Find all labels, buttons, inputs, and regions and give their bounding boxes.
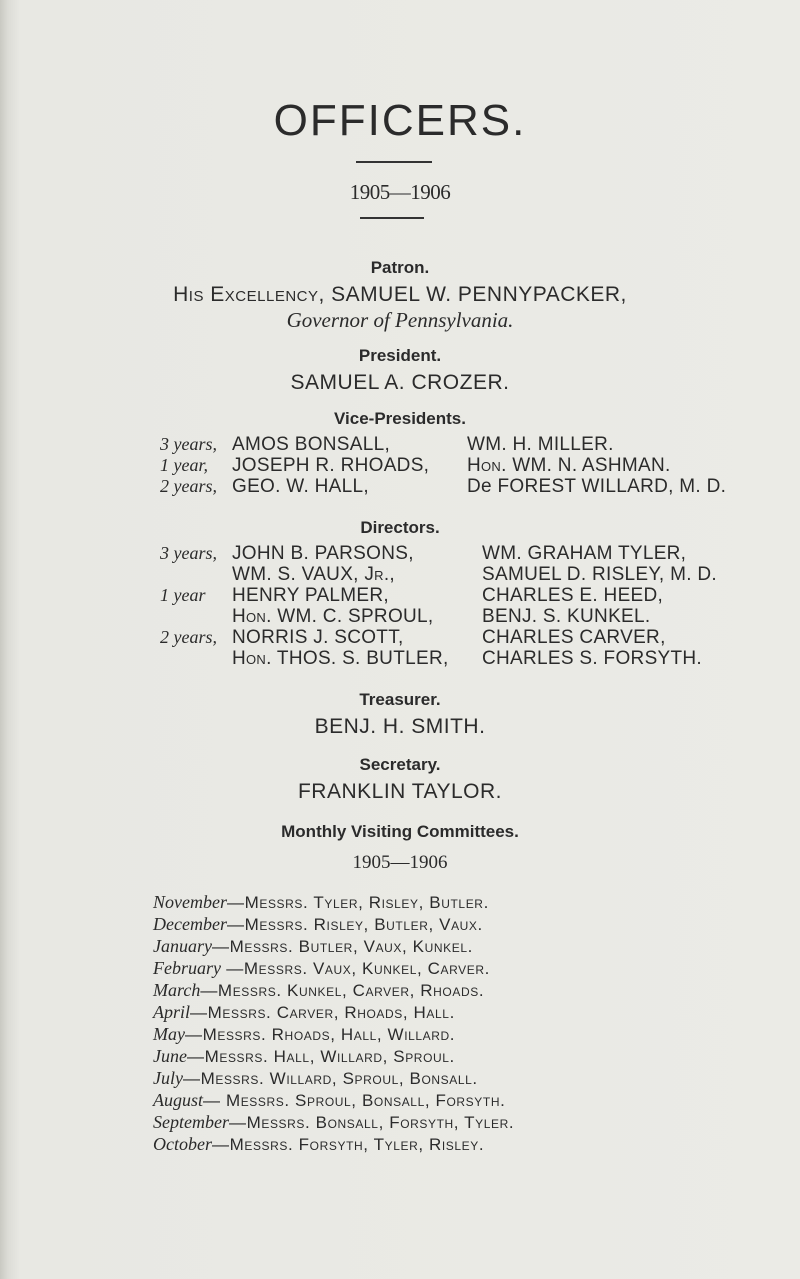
committee-month: November bbox=[153, 892, 227, 912]
committee-names: —Messrs. Carver, Rhoads, Hall. bbox=[190, 1003, 455, 1022]
vp-left: AMOS BONSALL, bbox=[232, 434, 391, 455]
committee-row bbox=[153, 936, 473, 957]
vp-left: GEO. W. HALL, bbox=[232, 476, 369, 497]
term-years: 1905—1906 bbox=[349, 180, 451, 204]
director-left: HENRY PALMER, bbox=[232, 585, 390, 606]
committee-names: —Messrs. Tyler, Risley, Butler. bbox=[226, 893, 489, 912]
vp-term: 2 years, bbox=[160, 476, 217, 496]
director-term: 1 year bbox=[160, 585, 206, 605]
divider-top bbox=[356, 161, 432, 163]
director-right: CHARLES S. FORSYTH. bbox=[482, 648, 703, 669]
committee-month: June bbox=[153, 1046, 187, 1066]
president-heading: President. bbox=[358, 346, 442, 365]
director-right: SAMUEL D. RISLEY, M. D. bbox=[482, 564, 717, 585]
director-term: 3 years, bbox=[160, 543, 217, 563]
committee-row bbox=[153, 1002, 455, 1023]
committee-month: April bbox=[153, 1002, 191, 1022]
committee-month: January bbox=[153, 936, 212, 956]
vp-term: 3 years, bbox=[160, 434, 217, 454]
committee-names: —Messrs. Willard, Sproul, Bonsall. bbox=[182, 1069, 478, 1088]
committee-month: February bbox=[153, 958, 221, 978]
secretary-name: FRANKLIN TAYLOR. bbox=[297, 780, 503, 803]
vice-presidents-heading: Vice-Presidents. bbox=[334, 409, 466, 428]
committee-month: December bbox=[153, 914, 227, 934]
director-left: JOHN B. PARSONS, bbox=[232, 543, 414, 564]
committee-names: —Messrs. Vaux, Kunkel, Carver. bbox=[220, 959, 490, 978]
committee-row bbox=[153, 1068, 478, 1089]
committee-month: October bbox=[153, 1134, 212, 1154]
patron-name: His Excellency, SAMUEL W. PENNYPACKER, bbox=[173, 283, 627, 306]
committee-month: July bbox=[153, 1068, 183, 1088]
committee-names: —Messrs. Butler, Vaux, Kunkel. bbox=[211, 937, 473, 956]
president-name: SAMUEL A. CROZER. bbox=[290, 371, 510, 394]
committee-month: September bbox=[153, 1112, 229, 1132]
director-right: WM. GRAHAM TYLER, bbox=[482, 543, 687, 564]
committee-row bbox=[153, 1134, 484, 1155]
committee-month: May bbox=[153, 1024, 185, 1044]
vp-right: De FOREST WILLARD, M. D. bbox=[467, 476, 727, 497]
committee-month: August bbox=[153, 1090, 204, 1110]
committee-row bbox=[153, 914, 483, 935]
committee-row bbox=[153, 1024, 455, 1045]
patron-role: Governor of Pennsylvania. bbox=[286, 308, 514, 332]
committee-row bbox=[153, 892, 489, 913]
directors-heading: Directors. bbox=[360, 518, 440, 537]
committee-names: — Messrs. Sproul, Bonsall, Forsyth. bbox=[203, 1091, 506, 1110]
committee-names: —Messrs. Forsyth, Tyler, Risley. bbox=[211, 1135, 485, 1154]
director-left: Hon. THOS. S. BUTLER, bbox=[232, 648, 449, 669]
committee-names: —Messrs. Rhoads, Hall, Willard. bbox=[184, 1025, 456, 1044]
committee-row bbox=[153, 980, 484, 1001]
director-left: WM. S. VAUX, Jr., bbox=[232, 564, 395, 585]
director-term: 2 years, bbox=[160, 627, 217, 647]
secretary-heading: Secretary. bbox=[359, 755, 441, 774]
director-right: CHARLES E. HEED, bbox=[482, 585, 664, 606]
committee-names: —Messrs. Bonsall, Forsyth, Tyler. bbox=[228, 1113, 515, 1132]
treasurer-heading: Treasurer. bbox=[359, 690, 441, 709]
director-left: Hon. WM. C. SPROUL, bbox=[232, 606, 434, 627]
director-right: CHARLES CARVER, bbox=[482, 627, 666, 648]
committee-row bbox=[153, 1112, 514, 1133]
committee-names: —Messrs. Hall, Willard, Sproul. bbox=[186, 1047, 455, 1066]
committee-names: —Messrs. Risley, Butler, Vaux. bbox=[226, 915, 483, 934]
committees-heading: Monthly Visiting Committees. bbox=[281, 822, 519, 841]
committees-years: 1905—1906 bbox=[352, 852, 448, 873]
patron-heading: Patron. bbox=[370, 258, 430, 277]
director-left: NORRIS J. SCOTT, bbox=[232, 627, 404, 648]
vp-right: Hon. WM. N. ASHMAN. bbox=[467, 455, 671, 476]
page-title: OFFICERS. bbox=[273, 96, 527, 145]
divider-bottom bbox=[360, 217, 424, 219]
director-right: BENJ. S. KUNKEL. bbox=[482, 606, 651, 627]
vp-term: 1 year, bbox=[160, 455, 208, 475]
committee-row bbox=[153, 1046, 455, 1067]
committee-row bbox=[153, 1090, 505, 1111]
vp-right: WM. H. MILLER. bbox=[467, 434, 614, 455]
committee-row bbox=[153, 958, 490, 979]
committee-month: March bbox=[153, 980, 201, 1000]
vp-left: JOSEPH R. RHOADS, bbox=[232, 455, 430, 476]
committee-names: —Messrs. Kunkel, Carver, Rhoads. bbox=[200, 981, 485, 1000]
treasurer-name: BENJ. H. SMITH. bbox=[314, 715, 486, 738]
